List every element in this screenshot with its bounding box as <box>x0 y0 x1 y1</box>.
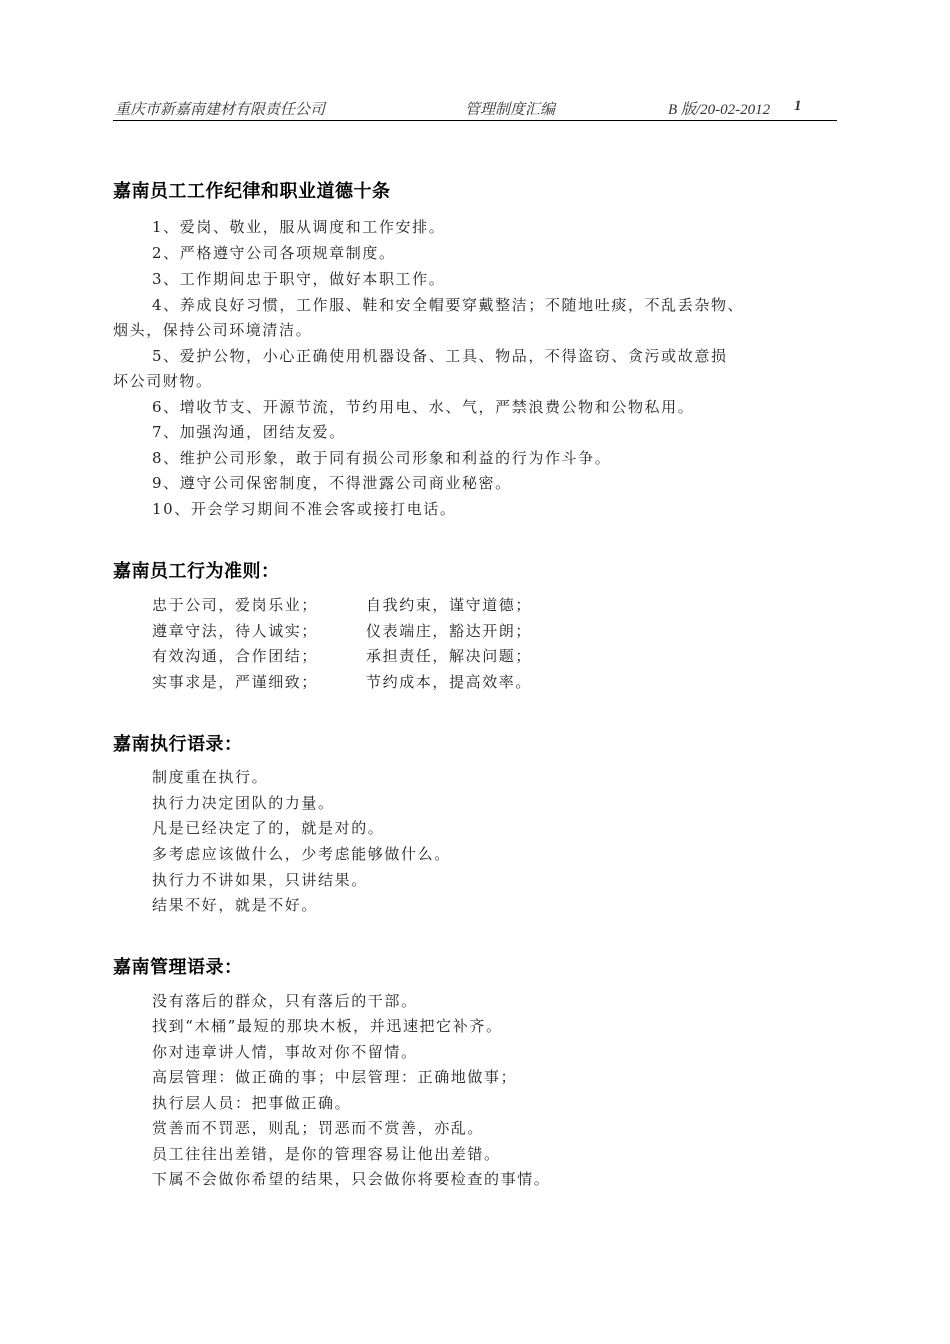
conduct-rule-right: 仪表端庄，豁达开朗； <box>366 622 533 640</box>
section-title-execution-quotes: 嘉南执行语录： <box>113 734 243 755</box>
management-quote: 高层管理：做正确的事；中层管理：正确地做事； <box>152 1068 518 1086</box>
discipline-item-continuation: 坏公司财物。 <box>113 372 213 390</box>
discipline-item: 8、维护公司形象，敢于同有损公司形象和利益的行为作斗争。 <box>152 449 612 467</box>
discipline-item: 4、养成良好习惯，工作服、鞋和安全帽要穿戴整洁；不随地吐痰，不乱丢杂物、 <box>152 296 745 314</box>
section-title-discipline: 嘉南员工工作纪律和职业道德十条 <box>113 181 391 202</box>
execution-quote: 多考虑应该做什么，少考虑能够做什么。 <box>152 845 451 863</box>
page-header <box>113 96 837 121</box>
conduct-rule-left: 遵章守法，待人诚实； <box>152 622 319 640</box>
management-quote: 赏善而不罚恶，则乱；罚恶而不赏善，亦乱。 <box>152 1119 485 1137</box>
discipline-item: 5、爱护公物，小心正确使用机器设备、工具、物品，不得盗窃、贪污或故意损 <box>152 347 728 365</box>
management-quote: 下属不会做你希望的结果，只会做你将要检查的事情。 <box>152 1170 551 1188</box>
header-page-number: 1 <box>794 98 802 114</box>
execution-quote: 凡是已经决定了的，就是对的。 <box>152 819 385 837</box>
conduct-rule-left: 有效沟通，合作团结； <box>152 647 319 665</box>
conduct-rule-left: 忠于公司，爱岗乐业； <box>152 596 319 614</box>
management-quote: 没有落后的群众，只有落后的干部。 <box>152 992 418 1010</box>
execution-quote: 执行力决定团队的力量。 <box>152 794 335 812</box>
header-company: 重庆市新嘉南建材有限责任公司 <box>115 102 326 118</box>
section-title-management-quotes: 嘉南管理语录： <box>113 957 243 978</box>
discipline-item: 10、开会学习期间不准会客或接打电话。 <box>152 500 457 518</box>
management-quote: 你对违章讲人情，事故对你不留情。 <box>152 1043 418 1061</box>
conduct-rule-right: 承担责任，解决问题； <box>366 647 533 665</box>
conduct-rule-right: 节约成本，提高效率。 <box>366 673 533 691</box>
header-doc-title: 管理制度汇编 <box>465 102 556 118</box>
discipline-item: 6、增收节支、开源节流，节约用电、水、气，严禁浪费公物和公物私用。 <box>152 398 695 416</box>
management-quote: 找到“木桶”最短的那块木板，并迅速把它补齐。 <box>152 1017 503 1035</box>
discipline-item: 3、工作期间忠于职守，做好本职工作。 <box>152 270 446 288</box>
discipline-item: 1、爱岗、敬业，服从调度和工作安排。 <box>152 218 446 236</box>
management-quote: 执行层人员：把事做正确。 <box>152 1094 352 1112</box>
management-quote: 员工往往出差错，是你的管理容易让他出差错。 <box>152 1145 501 1163</box>
execution-quote: 结果不好，就是不好。 <box>152 896 319 914</box>
discipline-item: 7、加强沟通，团结友爱。 <box>152 423 346 441</box>
conduct-rule-right: 自我约束，谨守道德； <box>366 596 533 614</box>
discipline-item: 2、严格遵守公司各项规章制度。 <box>152 244 396 262</box>
discipline-item-continuation: 烟头，保持公司环境清洁。 <box>113 321 313 339</box>
header-version: B 版/20-02-2012 <box>668 102 771 118</box>
execution-quote: 执行力不讲如果，只讲结果。 <box>152 871 368 889</box>
execution-quote: 制度重在执行。 <box>152 768 269 786</box>
section-title-conduct: 嘉南员工行为准则： <box>113 561 280 582</box>
conduct-rule-left: 实事求是，严谨细致； <box>152 673 319 691</box>
discipline-item: 9、遵守公司保密制度，不得泄露公司商业秘密。 <box>152 474 512 492</box>
